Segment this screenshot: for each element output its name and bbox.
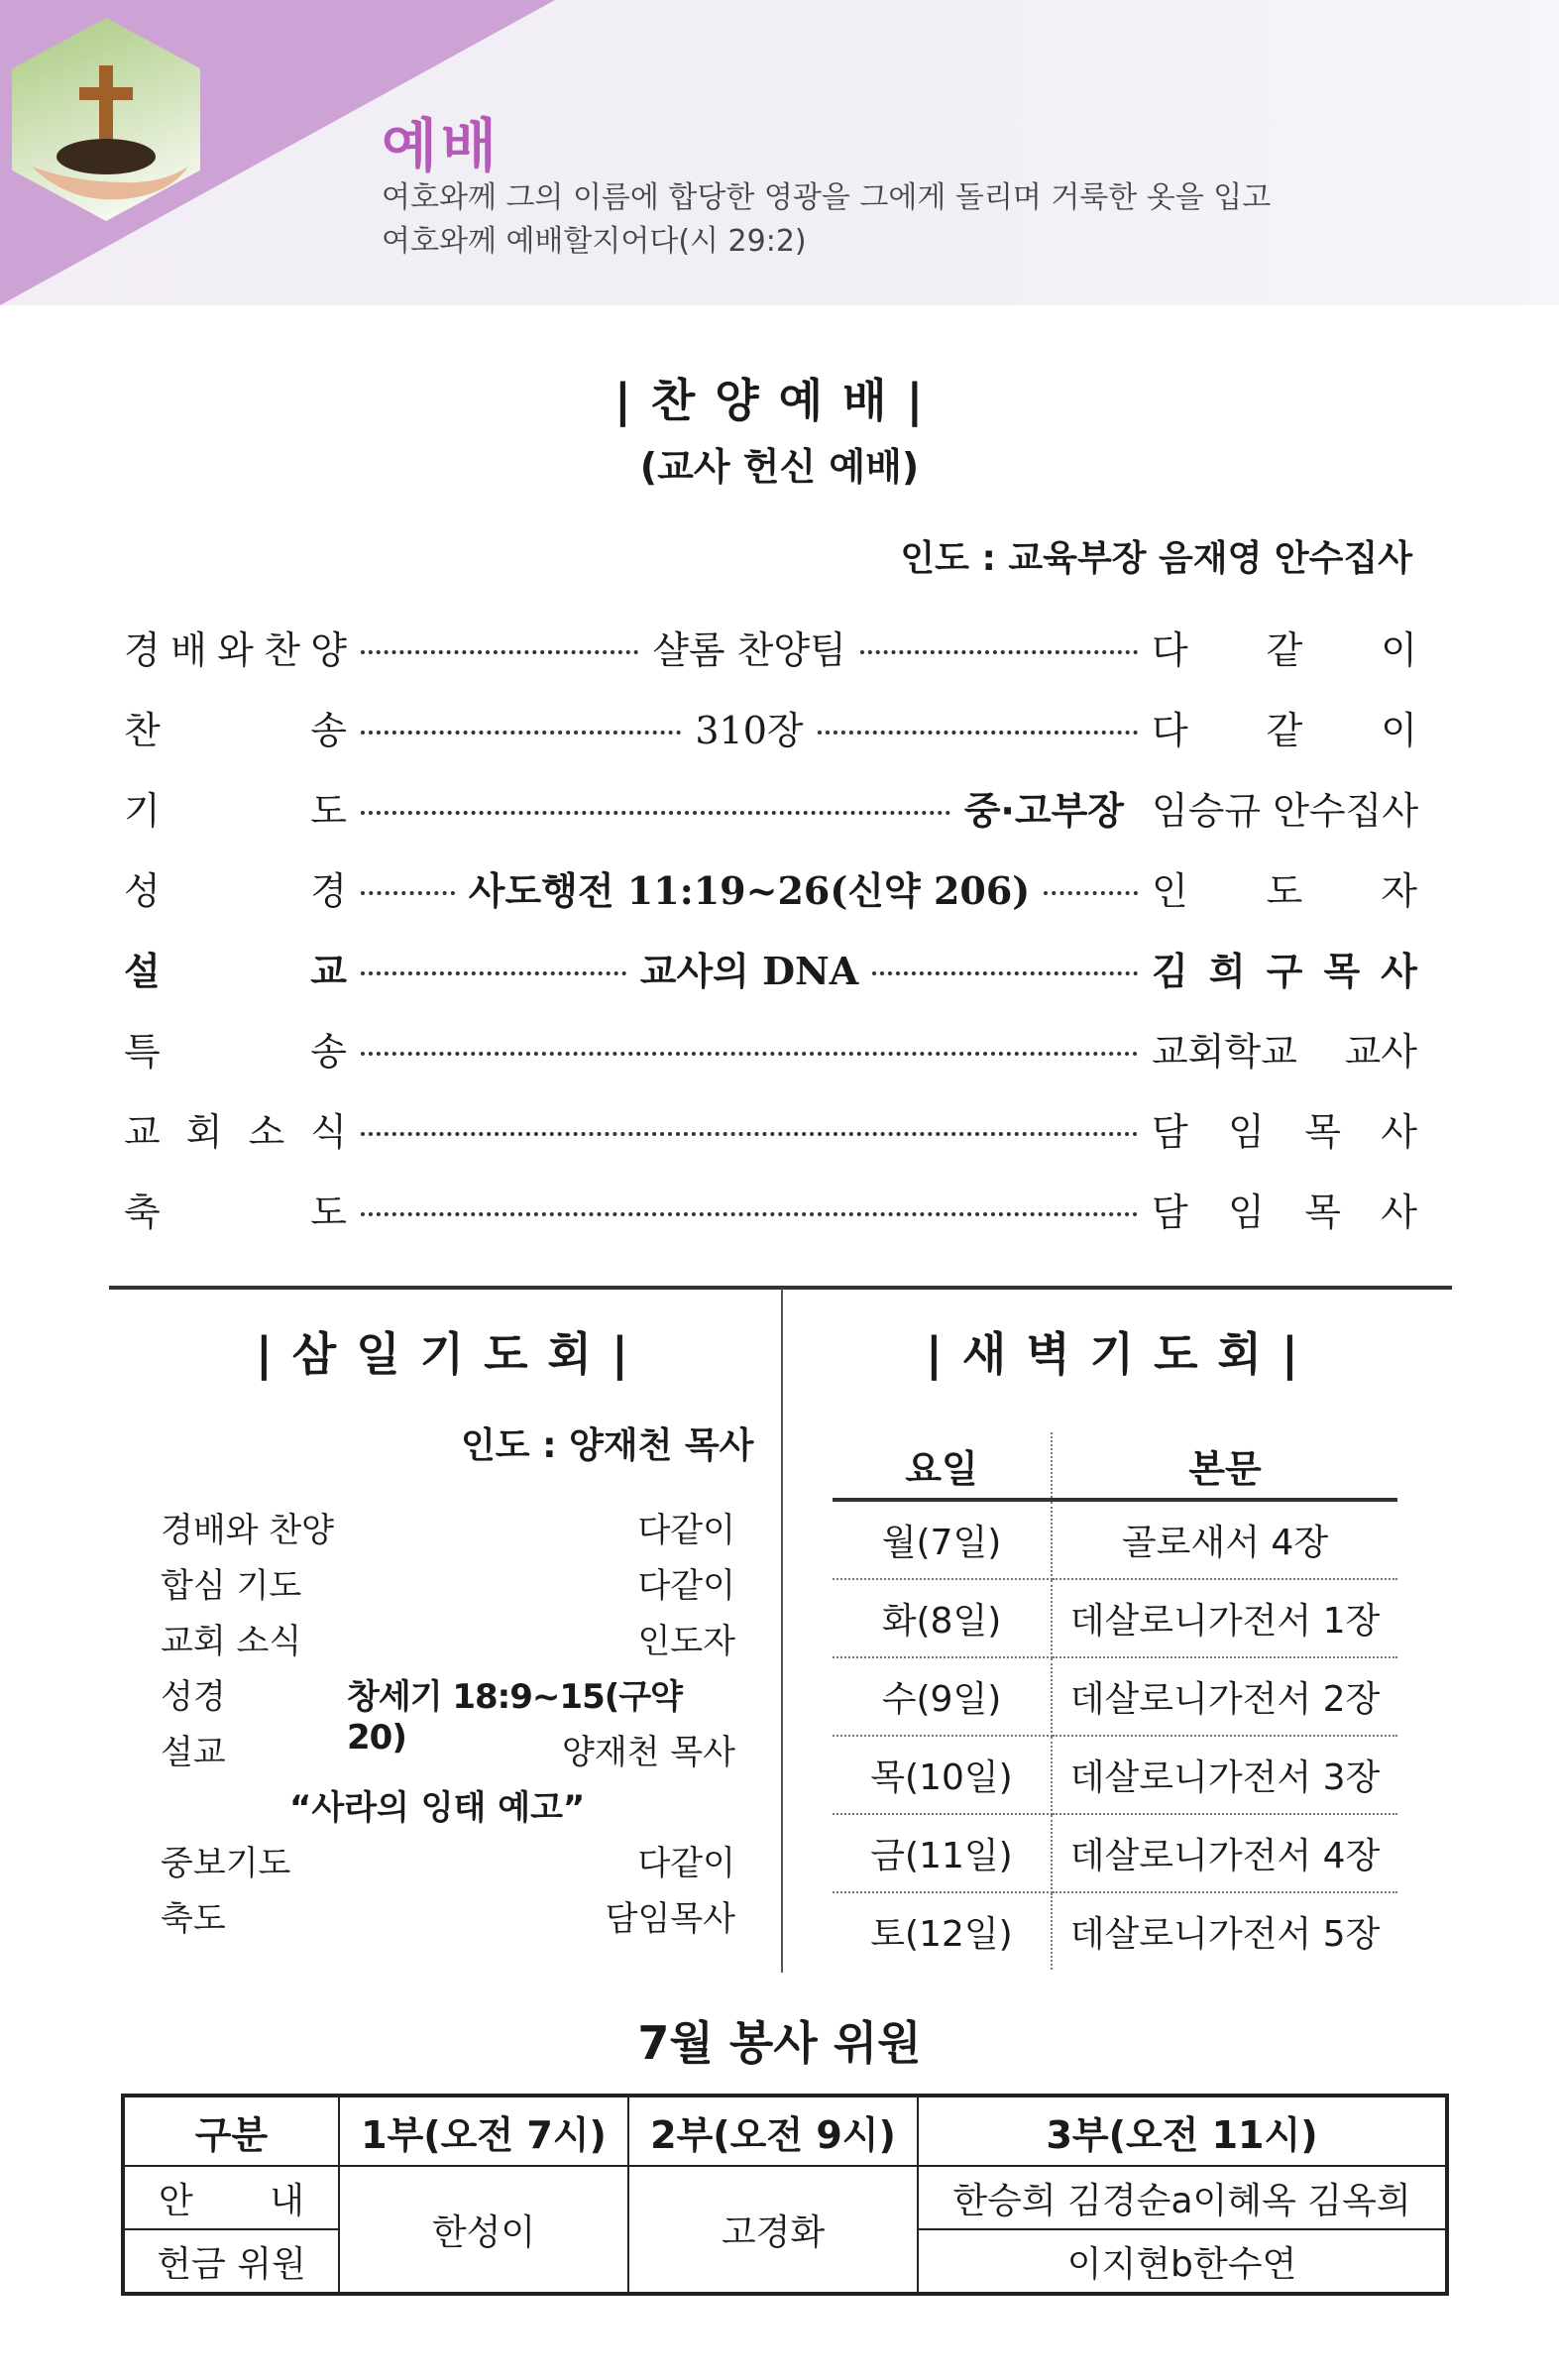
order-person-part: 목 [1304, 1190, 1341, 1234]
vol-third-offering: 이지현b한수연 [918, 2229, 1447, 2294]
order-label-char: 소 [248, 1110, 285, 1154]
order-row [124, 848, 1417, 928]
dot-leader [361, 971, 626, 975]
dawn-row [833, 1892, 1397, 1970]
order-of-worship [124, 607, 1417, 1249]
order-person-part: 목 [1323, 950, 1361, 993]
dawn-header-day: 요일 [833, 1432, 1052, 1500]
dawn-passage: 데살로니가전서 4장 [1052, 1814, 1397, 1892]
volunteers-row-usher [123, 2166, 1447, 2229]
header-banner [0, 0, 1559, 305]
order-label-char: 도 [310, 1190, 347, 1234]
order-person [1152, 1021, 1417, 1076]
order-label-char: 성 [124, 869, 161, 913]
order-role: 중·고부장 [963, 789, 1124, 833]
order-label [124, 620, 347, 674]
order-leader-dots [361, 1042, 1138, 1056]
dawn-day: 금(11일) [833, 1814, 1052, 1892]
order-person-part: 다 [1152, 628, 1188, 672]
vol-label-usher-char1: 안 [159, 2180, 193, 2221]
order-person-part: 담 [1152, 1190, 1188, 1234]
order-person-part: 같 [1266, 628, 1303, 672]
order-label-char: 경 [124, 628, 161, 672]
order-person-part: 이 [1381, 709, 1417, 752]
order-label-char: 식 [310, 1110, 347, 1154]
dot-leader [818, 731, 1138, 735]
dawn-day: 토(12일) [833, 1892, 1052, 1970]
order-person-part: 사 [1381, 1190, 1417, 1234]
dot-leader [361, 811, 950, 815]
wednesday-center: 창세기 18:9~15(구약 20) [347, 1677, 682, 1757]
vol-first-service: 한성이 [339, 2166, 628, 2294]
order-content: 샬롬 찬양팀 [652, 628, 846, 672]
praise-service-title: |찬양예배| [614, 374, 944, 427]
order-label [124, 1101, 347, 1156]
wednesday-sermon-title: “사라의 잉태 예고” [289, 1788, 586, 1828]
wednesday-right: 다같이 [637, 1844, 735, 1883]
order-label [124, 860, 347, 915]
dawn-title: |새벽기도회| [926, 1327, 1318, 1381]
order-label [124, 780, 347, 835]
header-title: 예배 [382, 112, 501, 179]
dawn-row [833, 1657, 1397, 1736]
wednesday-right: 인도자 [637, 1622, 735, 1661]
wednesday-label: 중보기도 [161, 1844, 291, 1883]
dawn-row [833, 1736, 1397, 1814]
wednesday-label: 축도 [161, 1899, 226, 1939]
dawn-passage: 골로새서 4장 [1052, 1500, 1397, 1579]
order-label-char: 도 [310, 789, 347, 833]
order-person [1152, 780, 1417, 835]
wednesday-row [161, 1499, 735, 1554]
order-person-part: 이 [1381, 628, 1417, 672]
order-leader-dots [361, 620, 1138, 674]
dot-leader [361, 650, 638, 654]
order-label [124, 1021, 347, 1076]
dot-leader [872, 971, 1138, 975]
dot-leader [1044, 891, 1138, 895]
order-label-char: 교 [310, 950, 347, 993]
order-label-char: 찬 [264, 628, 300, 672]
praise-service-subtitle: (교사 헌신 예배) [639, 445, 920, 489]
dawn-row [833, 1579, 1397, 1657]
order-label-char: 교 [124, 1110, 161, 1154]
order-content: 교사의 DNA [639, 949, 859, 993]
vol-header-first: 1부(오전 7시) [339, 2096, 628, 2166]
order-person-part: 사 [1381, 950, 1417, 993]
header-verse-line1: 여호와께 그의 이름에 합당한 영광을 그에게 돌리며 거룩한 옷을 입고 [382, 180, 1272, 215]
volunteers-table [121, 2094, 1449, 2296]
wednesday-row [161, 1721, 735, 1776]
order-label [124, 1182, 347, 1236]
order-person-part: 구 [1266, 950, 1303, 993]
order-row [124, 687, 1417, 767]
order-person-part: 인 [1152, 869, 1188, 913]
order-label-char: 양 [310, 628, 347, 672]
order-person-part: 자 [1381, 869, 1417, 913]
dawn-row [833, 1500, 1397, 1579]
order-leader-dots [361, 700, 1138, 754]
dawn-day: 목(10일) [833, 1736, 1052, 1814]
order-label-char: 회 [185, 1110, 223, 1154]
wednesday-title: |삼일기도회| [256, 1327, 648, 1381]
order-label-char: 배 [170, 628, 207, 672]
wednesday-right: 양재천 목사 [561, 1733, 735, 1772]
order-row [124, 767, 1417, 848]
order-row [124, 1169, 1417, 1249]
column-divider [781, 1289, 783, 1973]
vol-label-offering: 헌금 위원 [123, 2229, 339, 2294]
vol-third-usher: 한승희 김경순a이혜옥 김옥희 [918, 2166, 1447, 2229]
vol-label-usher-char2: 내 [270, 2180, 304, 2221]
order-label-char: 기 [124, 789, 161, 833]
header-verse [382, 176, 1271, 264]
dot-leader [361, 1052, 1138, 1056]
order-content: 사도행전 11:19~26(신약 206) [468, 868, 1031, 913]
dawn-passage: 데살로니가전서 2장 [1052, 1657, 1397, 1736]
order-label-char: 송 [310, 709, 347, 752]
header-verse-line2: 여호와께 예배할지어다(시 29:2) [382, 224, 807, 259]
order-row [124, 928, 1417, 1008]
order-person-part: 김 [1152, 950, 1188, 993]
order-label-char: 찬 [124, 709, 161, 752]
order-person [1152, 1101, 1417, 1156]
wednesday-order [161, 1499, 735, 1943]
order-label [124, 941, 347, 995]
wednesday-row [161, 1887, 735, 1943]
order-label-char: 특 [124, 1030, 161, 1074]
order-person [1152, 620, 1417, 674]
wednesday-sermon-title-row [161, 1776, 735, 1832]
order-person-part: 임승규 안수집사 [1152, 789, 1419, 833]
dot-leader [361, 1132, 1138, 1136]
dawn-schedule-table [833, 1432, 1397, 1970]
wednesday-leader: 인도 : 양재천 목사 [461, 1425, 754, 1466]
wednesday-label: 경배와 찬양 [161, 1511, 335, 1550]
wednesday-row [161, 1554, 735, 1610]
wednesday-row [161, 1610, 735, 1665]
wednesday-label: 합심 기도 [161, 1566, 302, 1606]
order-leader-dots [361, 1202, 1138, 1216]
wednesday-right: 다같이 [637, 1566, 735, 1606]
praise-service-leader: 인도 : 교육부장 음재영 안수집사 [900, 538, 1412, 579]
volunteers-header-row [123, 2096, 1447, 2166]
order-leader-dots [361, 1122, 1138, 1136]
order-person-part: 사 [1381, 1110, 1417, 1154]
dot-leader [361, 891, 455, 895]
vol-header-second: 2부(오전 9시) [628, 2096, 918, 2166]
order-person [1152, 1182, 1417, 1236]
vol-second-service: 고경화 [628, 2166, 918, 2294]
order-label-char: 경 [310, 869, 347, 913]
vol-header-category: 구분 [123, 2096, 339, 2166]
dawn-passage: 데살로니가전서 5장 [1069, 1914, 1381, 1955]
vol-label-usher [123, 2166, 339, 2229]
order-content: 310장 [695, 709, 804, 752]
dawn-header-row [833, 1432, 1397, 1500]
order-person-part: 희 [1208, 950, 1246, 993]
dawn-row [833, 1814, 1397, 1892]
order-person-part: 목 [1304, 1110, 1341, 1154]
wednesday-label: 성경 [161, 1677, 226, 1717]
order-label-char: 축 [124, 1190, 161, 1234]
dot-leader [361, 731, 681, 735]
order-person [1152, 941, 1417, 995]
order-person [1152, 860, 1417, 915]
order-row [124, 1088, 1417, 1169]
order-person-part: 임 [1228, 1190, 1265, 1234]
order-person-part: 도 [1266, 869, 1303, 913]
order-label-char: 와 [217, 628, 254, 672]
dawn-day: 화(8일) [833, 1579, 1052, 1657]
order-person-part: 같 [1266, 709, 1303, 752]
dawn-passage: 데살로니가전서 1장 [1052, 1579, 1397, 1657]
dot-leader [860, 650, 1138, 654]
order-person-part: 교사 [1344, 1030, 1417, 1074]
dawn-header-text: 본문 [1052, 1432, 1397, 1500]
volunteers-title: 7월 봉사 위원 [637, 2016, 922, 2070]
wednesday-right: 담임목사 [605, 1899, 735, 1939]
order-label [124, 700, 347, 754]
order-person-part: 임 [1228, 1110, 1265, 1154]
order-label-char: 송 [310, 1030, 347, 1074]
dawn-day: 수(9일) [833, 1657, 1052, 1736]
order-row [124, 1008, 1417, 1088]
dot-leader [361, 1212, 1138, 1216]
wednesday-label: 설교 [161, 1733, 226, 1772]
order-person-part: 교회학교 [1152, 1030, 1297, 1074]
order-leader-dots [361, 780, 1138, 835]
order-row [124, 607, 1417, 687]
order-person [1152, 700, 1417, 754]
order-person-part: 담 [1152, 1110, 1188, 1154]
order-person-part: 다 [1152, 709, 1188, 752]
order-label-char: 설 [124, 950, 161, 993]
wednesday-right: 다같이 [637, 1511, 735, 1550]
wednesday-row [161, 1832, 735, 1887]
order-leader-dots [361, 941, 1138, 995]
order-leader-dots [361, 860, 1138, 915]
vol-header-third: 3부(오전 11시) [918, 2096, 1447, 2166]
dawn-passage: 데살로니가전서 3장 [1052, 1736, 1397, 1814]
dawn-day: 월(7일) [833, 1500, 1052, 1579]
wednesday-label: 교회 소식 [161, 1622, 302, 1661]
